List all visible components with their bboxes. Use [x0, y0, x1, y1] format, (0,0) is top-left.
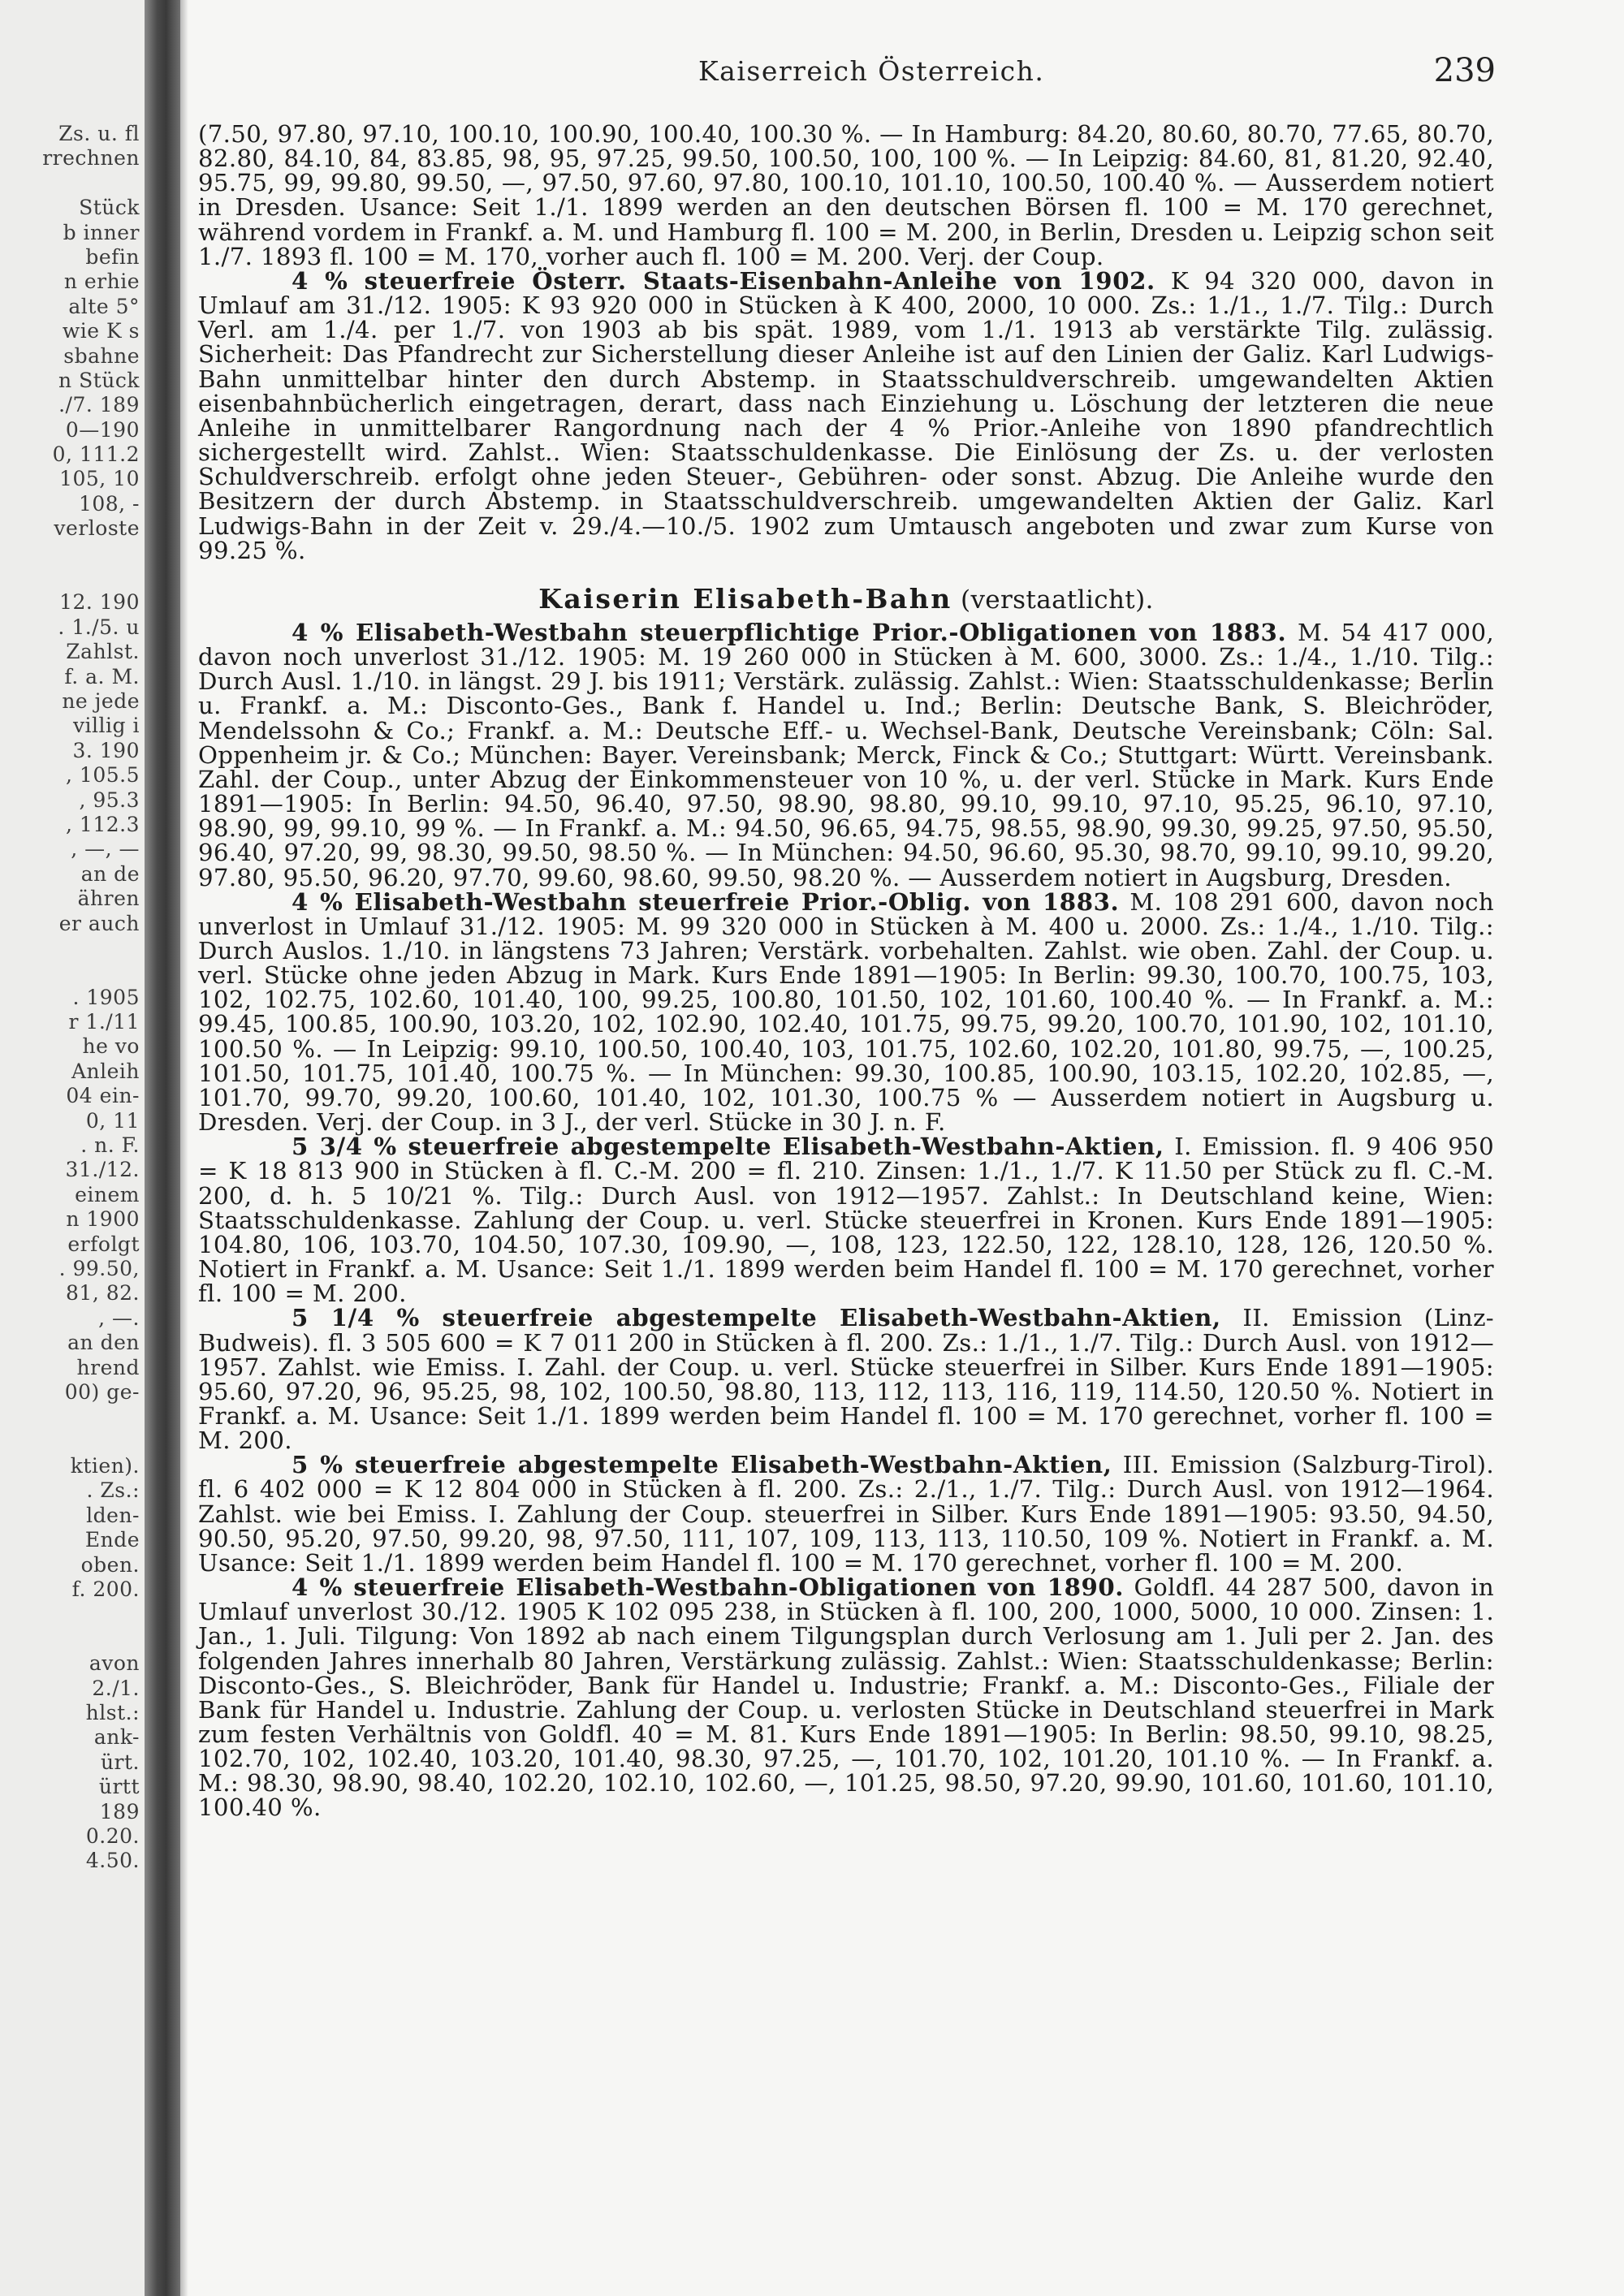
left-page-line: ank-	[93, 1725, 140, 1750]
left-page-line: n Stück	[58, 368, 140, 392]
left-page-line: sbahne	[63, 343, 140, 368]
left-page-line: ürtt	[98, 1775, 140, 1799]
left-page-line: 105, 10	[59, 467, 140, 491]
section-note: (verstaatlicht).	[961, 585, 1154, 615]
entry-body: III. Emission (Salzburg-Tirol). fl. 6 402 000 = K 12 804 000 in Stücken à fl. 200. Zs.: 2./1., 1./7. Tilg.: Durch Ausl. von 1912—1964. Zahlst. wie bei Emiss. I. Zahlung der Coup. steuerfrei in Silber. Kurs Ende 1891—1905: 93.50, 94.50, 90.50, 95.20, 97.50, 99.20, 98, 97.50, 111, 107, 109, 113, 113, 110.50, 109 %. Notiert in Frankf. a. M. Usance: Seit 1./1. 1899 werden beim Handel fl. 100 = M. 170 gerechnet, vorher fl. 100 = M. 200.	[198, 1451, 1494, 1577]
left-page-line: 0.20.	[85, 1823, 140, 1848]
left-page-line	[0, 1602, 145, 1626]
left-page-line: an de	[80, 861, 140, 886]
entry-heading: 5 % steuerfreie abgestempelte Elisabeth-Westbahn-Aktien,	[292, 1451, 1112, 1479]
left-page-line: Zahlst.	[66, 640, 140, 664]
left-page-line: rrechnen	[42, 146, 140, 170]
entry-body: I. Emission. fl. 9 406 950 = K 18 813 900 in Stücken à fl. C.-M. 200 = fl. 210. Zinsen: 1./1., 1./7. K 11.50 per Stück zu fl. C.-M. 200, d. h. 5 10/21 %. Tilg.: Durch Ausl. von 1912—1957. Zahlst.: In Deutschland keine, Wien: Staatsschuldenkasse. Zahlung der Coup. u. verl. Stücke steuerfrei in Kronen. Kurs Ende 1891—1905: 104.80, 106, 103.70, 104.50, 107.30, 109.90, —, 108, 123, 122.50, 122, 128.10, 128, 126, 120.50 %. Notiert in Frankf. a. M. Usance: Seit 1./1. 1899 werden beim Handel fl. 100 = M. 170 gerechnet, vorher fl. 100 = M. 200.	[198, 1133, 1495, 1308]
left-page-line	[0, 542, 145, 566]
left-page-line: lden-	[86, 1503, 140, 1527]
left-page-line: Stück	[79, 196, 140, 220]
left-page-line: he vo	[82, 1034, 140, 1059]
section-title: Kaiserin Elisabeth-Bahn	[538, 582, 952, 615]
entry-body: Goldfl. 44 287 500, davon in Umlauf unverlost 30./12. 1905 K 102 095 238, in Stücken à fl. 100, 200, 1000, 5000, 10 000. Zinsen: 1. Jan., 1. Juli. Tilgung: Von 1892 ab nach einem Tilgungsplan durch Verlosung am 1. Juli per 2. Jan. des folgenden Jahres innerhalb 80 Jahren, Verstärkung zulässig. Zahlst.: Wien: Staatsschuldenkasse; Berlin: Disconto-Ges., S. Bleichröder, Bank für Handel u. Industrie; Frankf. a. M.: Disconto-Ges., Filiale der Bank für Handel u. Industrie. Zahlung der Coup. u. verlosten Stücke in Deutschland steuerfrei in Mark zum festen Verhältnis von Goldfl. 40 = M. 81. Kurs Ende 1891—1905: In Berlin: 98.50, 99.10, 98.25, 102.70, 102, 102.40, 103.20, 101.40, 98.30, 97.25, —, 101.70, 102, 101.20, 101.10 %. — In Frankf. a. M.: 98.30, 98.90, 98.40, 102.20, 102.10, 102.60, —, 101.25, 98.50, 97.20, 99.90, 101.60, 101.60, 101.10, 100.40 %.	[198, 1573, 1494, 1822]
entry-heading: 4 % steuerfreie Österr. Staats-Eisenbahn-Anleihe von 1902.	[292, 266, 1155, 295]
left-page-line: villig i	[72, 714, 140, 738]
entry-body: K 94 320 000, davon in Umlauf am 31./12. 1905: K 93 920 000 in Stücken à K 400, 2000, 10 000. Zs.: 1./1., 1./7. Tilg.: Durch Verl. am 1./4. per 1./7. von 1903 ab bis spät. 1989, vom 1./1. 1913 ab verstärkte Tilg. zulässig. Sicherheit: Das Pfandrecht zur Sicherstellung dieser Anleihe ist auf den Linien der Galiz. Karl Ludwigs-Bahn unmittelbar hinter den durch Abstemp. in Staatsschuldverschreib. umgewandelten Aktien eisenbahnbücherlich eingetragen, derart, dass nach Einziehung u. Löschung der letzteren die neue Anleihe in unmittelbarer Rangordnung nach der 4 % Prior.-Anleihe von 1890 pfandrechtlich sichergestellt wird. Zahlst.. Wien: Staatsschuldenkasse. Die Einlösung der Zs. u. der verlosten Schuldverschreib. erfolgt ohne jeden Steuer-, Gebühren- oder sonst. Abzug. Die Anleihe wurde den Besitzern der durch Abstemp. in Staatsschuldverschreib. umgewandelten Aktien der Galiz. Karl Ludwigs-Bahn in der Zeit v. 29./4.—10./5. 1902 zum Umtausch angeboten und zwar zum Kurse von 99.25 %.	[198, 266, 1494, 564]
left-page-line: 2./1.	[92, 1676, 140, 1700]
left-page-line: ./7. 189	[58, 393, 140, 417]
entry-body: II. Emission (Linz-Budweis). fl. 3 505 600 = K 7 011 200 in Stücken à fl. 200. Zs.: 1./1., 1./7. Tilg.: Durch Ausl. von 1912—1957. Zahlst. wie Emiss. I. Zahl. der Coup. u. verl. Stücke steuerfrei in Silber. Kurs Ende 1891—1905: 95.60, 97.20, 96, 95.25, 98, 102, 100.50, 98.80, 113, 112, 113, 116, 119, 114.50, 120.50 %. Notiert in Frankf. a. M. Usance: Seit 1./1. 1899 werden beim Handel fl. 100 = M. 170 gerechnet, vorher fl. 100 = M. 200.	[198, 1304, 1495, 1455]
left-page-line: hrend	[76, 1355, 140, 1379]
left-page-line: ne jede	[62, 688, 140, 713]
left-page-line: ähren	[77, 887, 140, 911]
left-page-line: , 105.5	[66, 763, 140, 788]
left-page-line: 31./12.	[65, 1158, 140, 1182]
left-page-line: n erhie	[63, 270, 140, 294]
left-page-line: 12. 190	[59, 590, 140, 615]
entry-heading: 5 3/4 % steuerfreie abgestempelte Elisabeth-Westbahn-Aktien,	[292, 1133, 1164, 1161]
left-page-line	[0, 960, 145, 985]
left-page-line	[0, 171, 145, 196]
entry-heading: 4 % steuerfreie Elisabeth-Westbahn-Obligationen von 1890.	[292, 1573, 1125, 1602]
left-page-line: hlst.:	[85, 1701, 140, 1724]
left-page-line: n 1900	[66, 1207, 140, 1232]
entry-heading: 4 % Elisabeth-Westbahn steuerfreie Prior.-Oblig. von 1883.	[292, 887, 1120, 916]
left-page-line: 0, 111.2	[52, 442, 140, 467]
left-page-line	[0, 1430, 145, 1454]
entry-body: M. 108 291 600, davon noch unverlost in Umlauf 31./12. 1905: M. 99 320 000 in Stücken à M. 400 u. 2000. Zs.: 1./4., 1./10. Tilg.: Durch Auslos. 1./10. in längstens 73 Jahren; Verstärk. vorbehalten. Zahlst. wie oben. Zahl. der Coup. u. verl. Stücke ohne jeden Abzug in Mark. Kurs Ende 1891—1905: In Berlin: 99.30, 100.70, 100.75, 103, 102, 102.75, 102.60, 101.40, 100, 99.25, 100.80, 101.50, 102, 101.60, 100.40 %. — In Frankf. a. M.: 99.45, 100.85, 100.90, 103.20, 102, 102.90, 102.40, 101.75, 99.75, 99.20, 100.70, 101.90, 102, 101.10, 100.50 %. — In Leipzig: 99.10, 100.50, 100.40, 103, 101.75, 102.60, 102.20, 101.80, 99.75, —, 100.25, 101.50, 101.75, 101.40, 100.75 %. — In München: 99.30, 100.85, 100.90, 103.15, 102.20, 102.85, —, 101.70, 99.70, 99.20, 100.60, 101.40, 102, 101.30, 100.75 % — Ausserdem notiert in Augsburg u. Dresden. Verj. der Coup. in 3 J., der verl. Stücke in 30 J. n. F.	[198, 887, 1494, 1137]
entry-aktien-emission-2	[198, 1304, 1495, 1455]
left-page-line: , —.	[98, 1306, 140, 1330]
entry-prior-obligationen-1883	[198, 620, 1494, 890]
left-page-line: . n. F.	[80, 1133, 140, 1158]
left-page-line: 4.50.	[85, 1849, 140, 1873]
entry-obligationen-1890	[198, 1575, 1494, 1820]
left-page-line: wie K s	[62, 319, 140, 343]
left-page-line: . 1905	[72, 985, 140, 1009]
left-page-line: f. a. M.	[64, 664, 140, 688]
left-page-line: alte 5°	[68, 294, 140, 318]
left-page-line: . 99.50,	[58, 1256, 140, 1280]
left-page-line: , 95.3	[79, 788, 140, 812]
page-header	[195, 52, 1496, 96]
book-gutter	[145, 0, 180, 2296]
left-page-line	[0, 936, 145, 960]
left-page-line: verloste	[54, 516, 140, 541]
left-page-line: er auch	[58, 911, 140, 935]
left-page-line: ürt.	[100, 1750, 140, 1774]
left-page-line: 0, 11	[85, 1108, 140, 1133]
entry-steuerfreie-prior-oblig-1883	[198, 887, 1494, 1137]
entry-aktien-emission-1	[198, 1134, 1494, 1306]
left-page-line: Ende	[84, 1528, 140, 1552]
left-page-line: Anleih	[71, 1059, 140, 1083]
entry-aktien-emission-3	[198, 1452, 1494, 1575]
entry-heading: 5 1/4 % steuerfreie abgestempelte Elisabeth-Westbahn-Aktien,	[292, 1304, 1221, 1332]
left-page-line: oben.	[80, 1552, 140, 1577]
entry-staats-eisenbahn-1902	[198, 266, 1494, 564]
page-number: 239	[1433, 52, 1496, 89]
left-page-line: . 1./5. u	[58, 615, 140, 639]
paragraph-continuation: (7.50, 97.80, 97.10, 100.10, 100.90, 100.40, 100.30 %. — In Hamburg: 84.20, 80.60, 80.70, 77.65, 80.70, 82.80, 84.10, 84, 83.85, 98, 95, 97.25, 99.50, 100.50, 100, 100 %. — In Leipzig: 84.60, 81, 81.20, 92.40, 95.75, 99, 99.80, 99.50, —, 97.50, 97.60, 97.80, 100.10, 101.10, 100.50, 100.40 %. — Ausserdem notiert in Dresden. Usance: Seit 1./1. 1899 werden an den deutschen Börsen fl. 100 = M. 170 gerechnet, während vordem in Frankf. a. M. und Hamburg fl. 100 = M. 200, in Berlin, Dresden u. Leipzig schon seit 1./7. 1893 fl. 100 = M. 170, vorher auch fl. 100 = M. 200. Verj. der Coup.	[198, 120, 1494, 270]
left-page-line: 3. 190	[72, 738, 140, 762]
left-page-line: 04 ein-	[66, 1084, 140, 1108]
left-page-line: 00) ge-	[64, 1379, 140, 1404]
entry-body: M. 54 417 000, davon noch unverlost 31./12. 1905: M. 19 260 000 in Stücken à M. 600, 3000. Zs.: 1./4., 1./10. Tilg.: Durch Ausl. 1./10. in längst. 29 J. bis 1911; Verstärk. zulässig. Zahlst.: Wien: Staatsschuldenkasse; Berlin u. Frankf. a. M.: Disconto-Ges., Bank f. Handel u. Ind.; Berlin: Deutsche Bank, S. Bleichröder, Mendelssohn & Co.; Frankf. a. M.: Deutsche Eff.- u. Wechsel-Bank, Deutsche Vereinsbank; Cöln: Sal. Oppenheim jr. & Co.; München: Bayer. Vereinsbank; Merck, Finck & Co.; Stuttgart: Württ. Vereinsbank. Zahl. der Coup., unter Abzug der Einkommensteuer von 10 %, u. der verl. Stücke in Mark. Kurs Ende 1891—1905: In Berlin: 94.50, 96.40, 97.50, 98.90, 98.80, 99.10, 99.10, 97.10, 95.25, 96.10, 97.10, 98.90, 99, 99.10, 99 %. — In Frankf. a. M.: 94.50, 96.65, 94.75, 98.55, 98.90, 99.30, 99.25, 97.50, 95.50, 96.40, 97.20, 99, 98.30, 99.50, 98.50 %. — In München: 94.50, 96.60, 95.30, 98.70, 99.10, 99.10, 99.20, 97.80, 95.50, 96.20, 97.70, 99.60, 98.60, 99.50, 98.20 %. — Ausserdem notiert in Augsburg, Dresden.	[198, 618, 1494, 891]
left-page-line: erfolgt	[67, 1232, 140, 1256]
entry-heading: 4 % Elisabeth-Westbahn steuerpflichtige Prior.-Obligationen von 1883.	[292, 618, 1287, 646]
left-page-line: 0—190	[65, 417, 140, 442]
left-page-line: befin	[85, 244, 140, 269]
left-page-line: an den	[67, 1331, 140, 1355]
page-body	[198, 122, 1494, 1820]
left-page-line: r 1./11	[68, 1010, 140, 1034]
left-page-line: 189	[99, 1799, 140, 1823]
left-page-line: 108, -	[78, 491, 140, 516]
running-title: Kaiserreich Österreich.	[698, 55, 1045, 87]
left-page-line	[0, 1405, 145, 1429]
left-page-text	[0, 122, 145, 1874]
left-page-line: ktien).	[70, 1454, 140, 1478]
left-page-line: b inner	[63, 220, 140, 244]
left-page-line	[0, 566, 145, 590]
gutter-shadow	[180, 0, 188, 2296]
left-page-line: f. 200.	[71, 1577, 140, 1602]
left-page-fragment	[0, 0, 145, 2296]
left-page-line: 81, 82.	[66, 1281, 140, 1306]
section-heading	[198, 582, 1494, 615]
left-page-line: Zs. u. fl	[58, 122, 140, 145]
left-page-line: avon	[89, 1651, 140, 1676]
left-page-line: , —, —	[71, 837, 140, 861]
left-page-line: einem	[75, 1182, 140, 1206]
left-page-line: . Zs.:	[86, 1478, 140, 1503]
left-page-line: , 112.3	[66, 812, 140, 836]
left-page-line	[0, 1627, 145, 1651]
